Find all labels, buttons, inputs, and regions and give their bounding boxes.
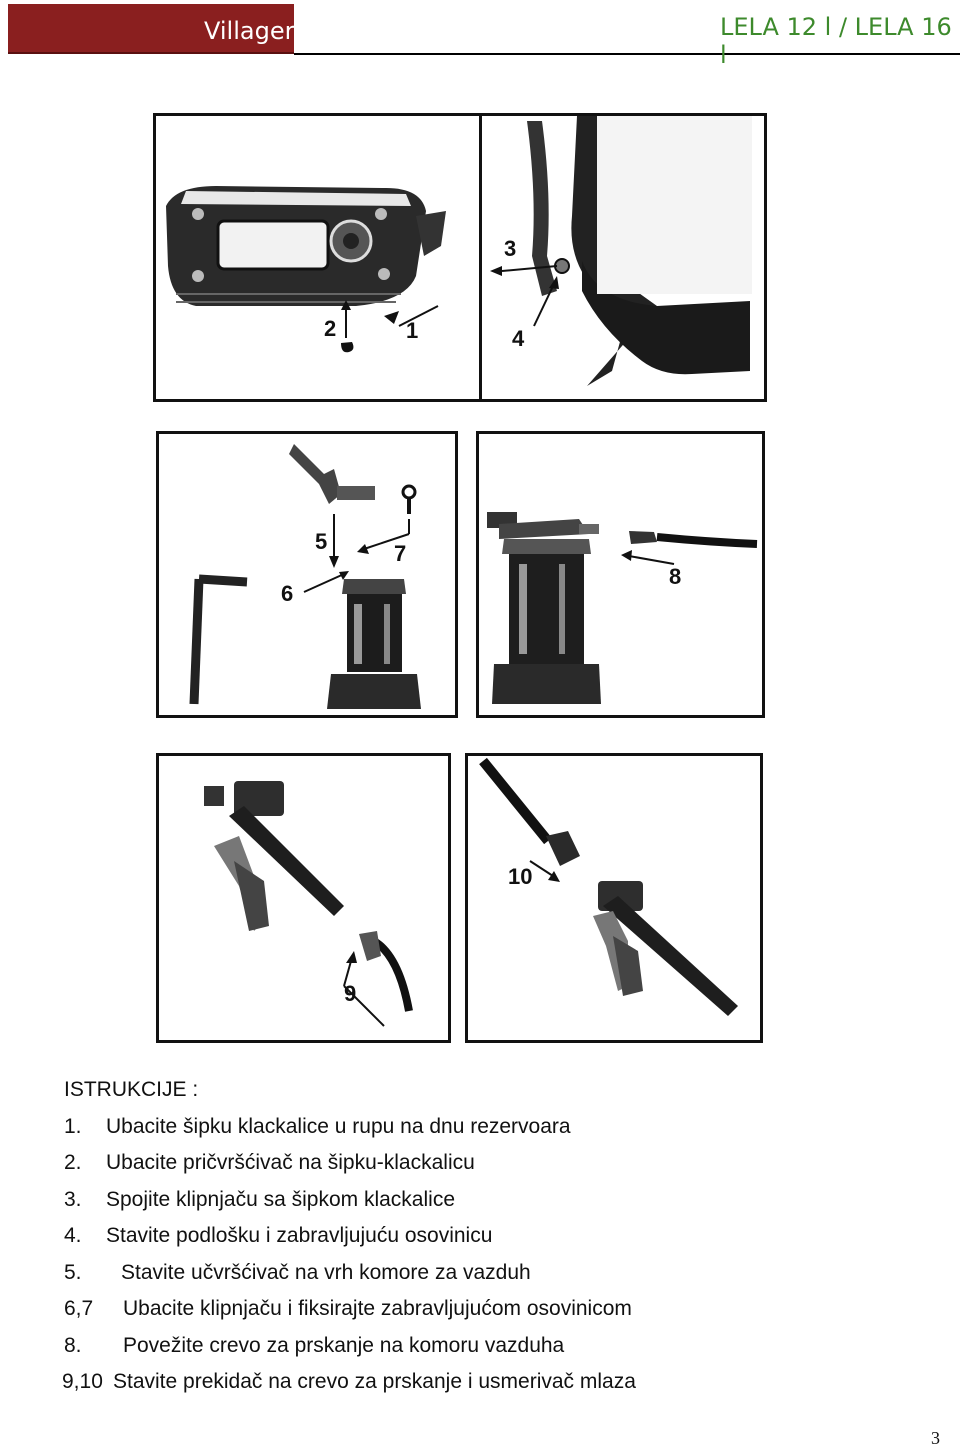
instruction-number: 1. [64,1114,82,1138]
instruction-number: 9,10 [62,1370,103,1393]
instruction-item [64,1255,924,1292]
instruction-item [62,1364,924,1401]
instruction-item [64,1109,924,1146]
instruction-item [64,1182,924,1219]
instruction-number: 3. [64,1187,82,1211]
page-number: 3 [931,1428,940,1448]
callout-1: 1 [406,318,419,343]
callout-5: 5 [315,529,328,554]
figure-panel-6 [465,753,763,1043]
instruction-number: 2. [64,1151,82,1174]
figure-panel-4 [476,431,765,718]
instruction-number: 8. [64,1333,82,1357]
instruction-text: Spojite klipnjaču sa šipkom klackalice [106,1187,455,1211]
instruction-number: 4. [64,1224,82,1247]
callout-10: 10 [508,864,533,889]
figure-panel-3 [156,431,458,718]
instruction-text: Povežite crevo za prskanje na komoru vazduha [123,1333,565,1357]
instruction-text: Stavite prekidač na crevo za prskanje i usmerivač mlaza [113,1370,636,1393]
callout-6: 6 [281,581,294,606]
brand-name: Villager [204,17,295,45]
handle-bracket-illustration [482,116,764,399]
instruction-text: Stavite učvršćivač na vrh komore za vazduh [121,1260,531,1284]
instruction-text: Ubacite šipku klackalice u rupu na dnu rezervoara [106,1114,571,1138]
instruction-text: Ubacite klipnjaču i fiksirajte zabravljujućom osovinicom [123,1297,632,1320]
figure-panel-5 [156,753,451,1043]
callout-8: 8 [669,564,682,589]
spray-handle-illustration [159,756,448,1040]
pump-chamber-illustration [159,434,455,715]
figure-panel-2 [479,113,767,402]
instruction-item [64,1291,924,1328]
instruction-item [64,1328,924,1365]
instruction-item [64,1145,924,1182]
instruction-item [64,1218,924,1255]
instruction-text: Ubacite pričvršćivač na šipku-klackalicu [106,1151,475,1174]
pump-hose-illustration [479,434,762,715]
callout-2: 2 [324,316,337,341]
model-name: LELA 12 l / LELA 16 l [720,13,952,69]
instruction-number: 6,7 [64,1297,94,1320]
callout-9: 9 [344,981,357,1006]
header-brand-block [8,4,294,54]
instruction-number: 5. [64,1260,82,1284]
instruction-text: Stavite podlošku i zabravljujuću osovinicu [106,1224,493,1247]
instructions-block [64,1072,924,1401]
lance-attachment-illustration [468,756,760,1040]
instructions-heading: ISTRUKCIJE : [64,1078,199,1101]
callout-4: 4 [512,326,525,351]
callout-3: 3 [504,236,517,261]
callout-7: 7 [394,541,407,566]
